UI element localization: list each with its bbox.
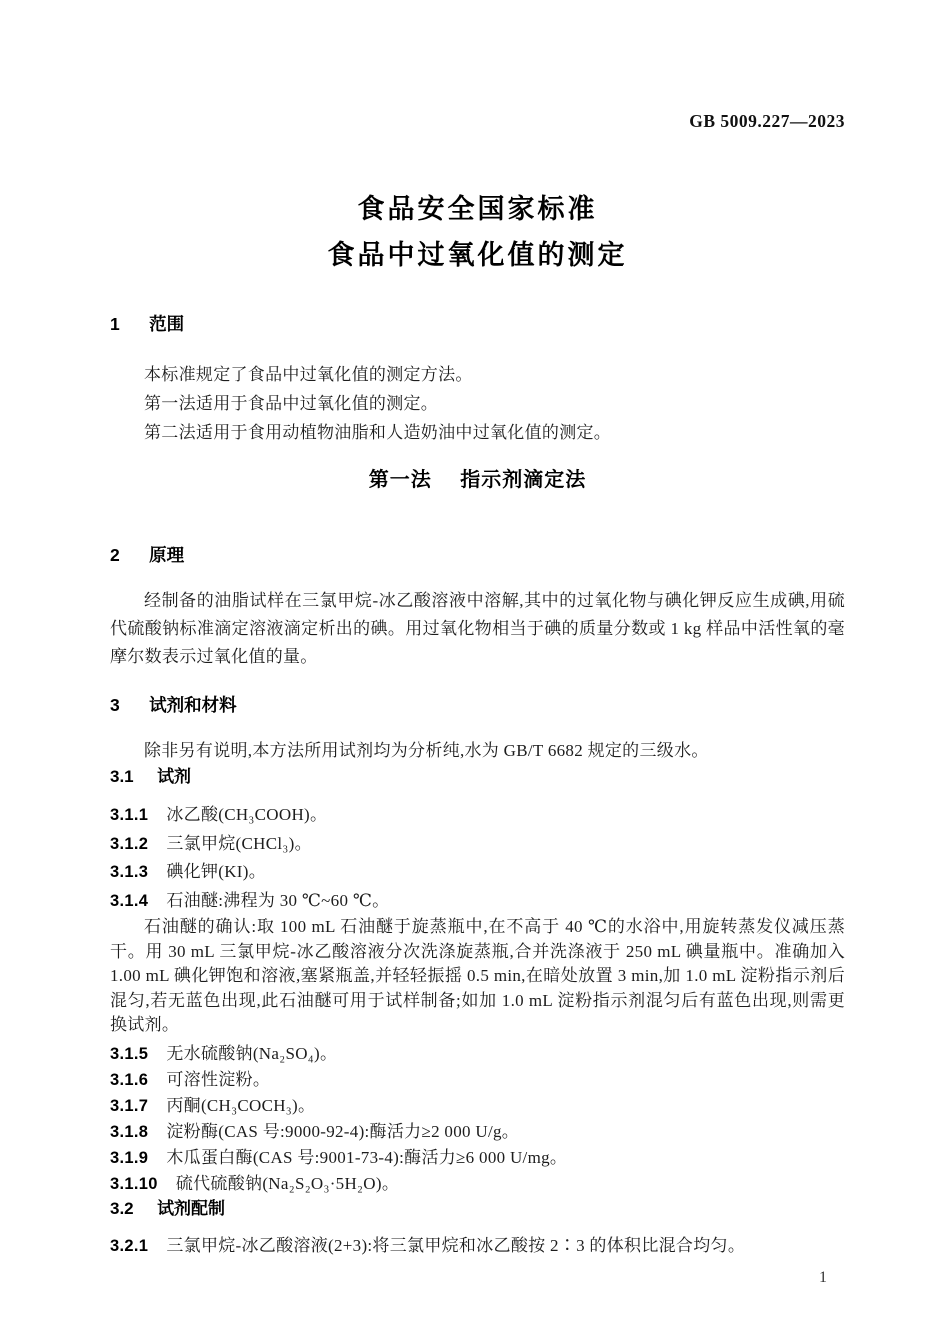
scope-paragraphs	[110, 360, 845, 447]
subsection-3-2-heading	[110, 1197, 845, 1221]
clause-number: 3.1.1	[110, 806, 149, 824]
title-line-1: 食品安全国家标准	[357, 194, 598, 224]
clause-item	[110, 858, 845, 887]
clause-text: 淀粉酶(CAS 号:9000-92-4):酶活力≥2 000 U/g。	[166, 1121, 520, 1141]
subsection-3-2-number: 3.2	[110, 1198, 134, 1218]
clause-text: 三氯甲烷-冰乙酸溶液(2+3):将三氯甲烷和冰乙酸按 2∶3 的体积比混合均匀。	[166, 1235, 746, 1255]
reagents-section-title: 试剂和材料	[149, 695, 237, 715]
clause-text: 可溶性淀粉。	[166, 1069, 271, 1089]
clause-item	[110, 1171, 845, 1197]
method-one-label: 第一法	[368, 469, 432, 491]
clause-item	[110, 1041, 845, 1067]
scope-paragraph-3: 第二法适用于食用动植物油脂和人造奶油中过氧化值的测定。	[144, 423, 612, 442]
principle-heading	[110, 543, 845, 567]
page-number: 1	[819, 1269, 827, 1286]
clause-item	[110, 1067, 845, 1093]
clause-text: 木瓜蛋白酶(CAS 号:9001-73-4):酶活力≥6 000 U/mg。	[166, 1147, 568, 1167]
clause-text: 丙酮(CH₃COCH₃)。	[166, 1095, 316, 1115]
clause-number: 3.1.3	[110, 863, 149, 881]
scope-paragraph-1: 本标准规定了食品中过氧化值的测定方法。	[144, 365, 473, 384]
reagents-intro: 除非另有说明,本方法所用试剂均为分析纯,水为 GB/T 6682 规定的三级水。	[144, 741, 709, 760]
clause-item	[110, 1145, 845, 1171]
clause-number: 3.1.10	[110, 1174, 158, 1193]
principle-paragraph: 经制备的油脂试样在三氯甲烷-冰乙酸溶液中溶解,其中的过氧化物与碘化钾反应生成碘,用硫代硫酸钠标准滴定溶液滴定析出的碘。用过氧化物相当于碘的质量分数或 1 kg 样品中活性氧的毫摩尔数表示过氧化值的量。	[110, 591, 845, 666]
clause-text: 三氯甲烷(CHCl₃)。	[166, 833, 312, 853]
clause-item	[110, 1232, 845, 1261]
clause-number: 3.2.1	[110, 1236, 149, 1255]
clause-item	[110, 887, 845, 916]
clause-number: 3.1.2	[110, 834, 149, 853]
clause-number: 3.1.7	[110, 1096, 149, 1115]
method-one-name: 指示剂滴定法	[460, 469, 587, 491]
method-one-heading	[110, 467, 845, 493]
clause-text: 硫代硫酸钠(Na₂S₂O₃·5H₂O)。	[175, 1173, 400, 1193]
section-principle	[110, 543, 845, 671]
clause-number: 3.1.9	[110, 1148, 149, 1167]
standard-title	[110, 186, 845, 278]
title-line-2: 食品中过氧化值的测定	[327, 240, 628, 270]
clause-item	[110, 1119, 845, 1145]
clause-text: 碘化钾(KI)。	[166, 862, 267, 881]
scope-paragraph-2: 第一法适用于食品中过氧化值的测定。	[144, 394, 439, 413]
scope-section-number: 1	[110, 314, 120, 334]
clause-text: 无水硫酸钠(Na₂SO₄)。	[166, 1043, 338, 1063]
clause-item	[110, 830, 845, 859]
clause-item	[110, 1093, 845, 1119]
subsection-3-1-number: 3.1	[110, 767, 134, 786]
clause-number: 3.1.6	[110, 1070, 149, 1089]
clause-text: 冰乙酸(CH₃COOH)。	[166, 805, 328, 824]
standard-number: GB 5009.227—2023	[689, 111, 845, 131]
section-reagents	[110, 693, 845, 1260]
subsection-3-2-title: 试剂配制	[157, 1198, 226, 1218]
subsection-3-1-heading	[110, 765, 845, 789]
reagents-heading	[110, 693, 845, 717]
reagent-clause-list-3	[110, 1232, 845, 1261]
subsection-3-1-title: 试剂	[157, 767, 192, 786]
scope-heading	[110, 312, 845, 336]
principle-section-title: 原理	[149, 545, 185, 565]
scope-section-title: 范围	[149, 314, 185, 334]
clause-number: 3.1.5	[110, 1044, 149, 1063]
reagent-clause-list-1	[110, 801, 845, 915]
principle-section-number: 2	[110, 545, 120, 565]
reagent-clause-list-2	[110, 1041, 845, 1197]
clause-text: 石油醚:沸程为 30 ℃~60 ℃。	[166, 890, 390, 910]
clause-number: 3.1.4	[110, 891, 149, 910]
section-scope	[110, 312, 845, 447]
petroleum-ether-note: 石油醚的确认:取 100 mL 石油醚于旋蒸瓶中,在不高于 40 ℃的水浴中,用旋转蒸发仪减压蒸干。用 30 mL 三氯甲烷-冰乙酸溶液分次洗涤旋蒸瓶,合并洗涤液于 250 mL 碘量瓶中。准确加入 1.00 mL 碘化钾饱和溶液,塞紧瓶盖,并轻轻振摇 0.5 min,在暗处放置 3 min,加 1.0 mL 淀粉指示剂后混匀,若无蓝色出现,此石油醚可用于试样制备;如加 1.0 mL 淀粉指示剂混匀后有蓝色出现,则需更换试剂。	[110, 917, 845, 1034]
reagents-section-number: 3	[110, 695, 120, 715]
clause-number: 3.1.8	[110, 1122, 149, 1141]
clause-item	[110, 801, 845, 830]
